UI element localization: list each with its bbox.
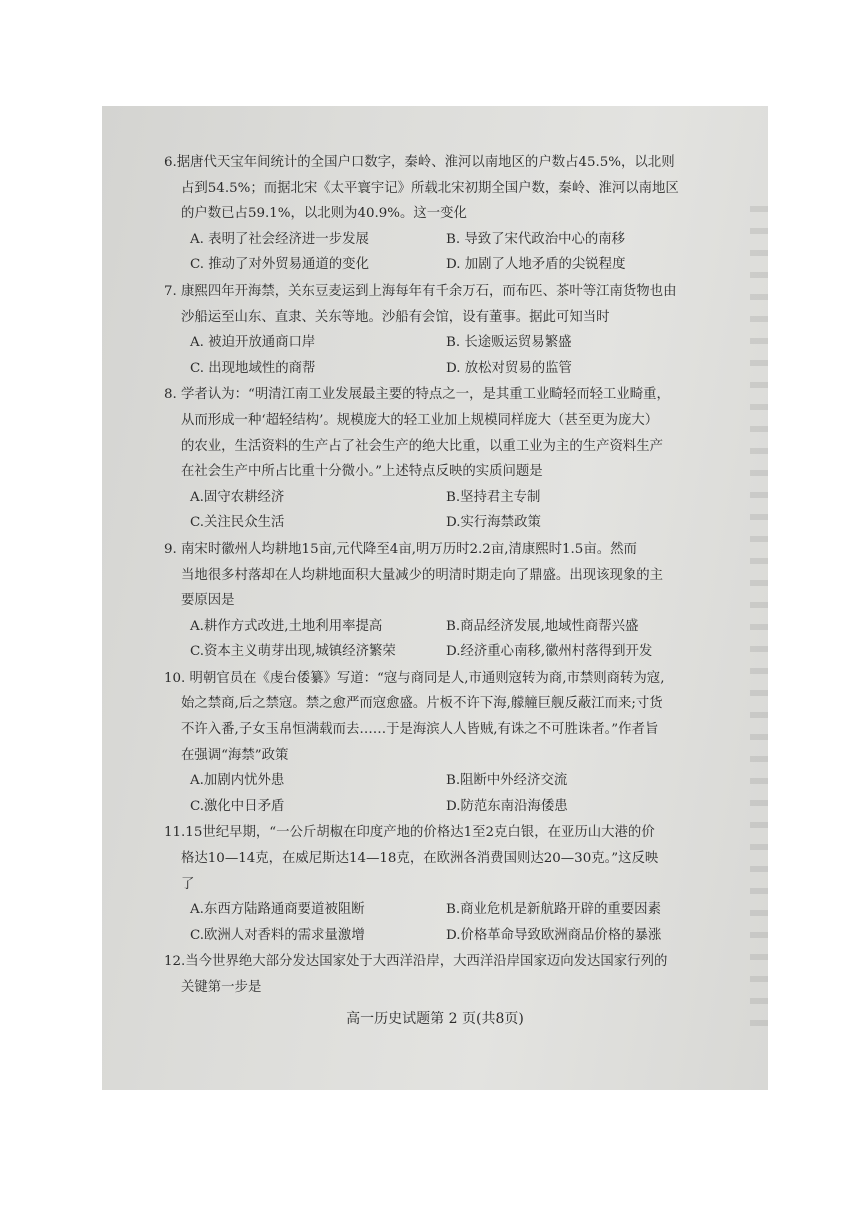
question-stem-line: 当地很多村落却在人均耕地面积大量减少的明清时期走向了鼎盛。出现该现象的主 xyxy=(181,567,664,583)
options xyxy=(164,614,736,665)
option-a: A.加剧内忧外患 xyxy=(190,773,285,789)
option-a: A. 被迫开放通商口岸 xyxy=(190,335,316,351)
option-b: B.坚持君主专制 xyxy=(446,489,541,505)
question-stem-line: 在社会生产中所占比重十分微小。”上述特点反映的实质问题是 xyxy=(181,464,543,480)
scanned-page-photo xyxy=(102,106,768,1090)
option-a: A.东西方陆路通商要道被阻断 xyxy=(190,902,365,918)
question-stem-line: 格达10—14克，在威尼斯达14—18克，在欧洲各消费国则达20—30克。”这反映 xyxy=(181,851,659,867)
option-d: D.价格革命导致欧洲商品价格的暴涨 xyxy=(446,927,662,943)
options xyxy=(164,897,736,948)
question-12 xyxy=(164,949,736,1000)
question-9 xyxy=(164,537,736,665)
option-b: B. 长途贩运贸易繁盛 xyxy=(446,335,572,351)
question-6 xyxy=(164,150,736,278)
options xyxy=(164,227,736,278)
question-stem-line: 不许入番,子女玉帛恒满载而去……于是海滨人人皆贼,有诛之不可胜诛者。”作者旨 xyxy=(181,722,659,738)
question-stem-line: 在强调“海禁”政策 xyxy=(181,747,289,763)
question-stem-line: 关键第一步是 xyxy=(181,980,262,995)
option-d: D.防范东南沿海倭患 xyxy=(446,798,568,814)
question-10 xyxy=(164,666,736,820)
question-7 xyxy=(164,279,736,381)
question-11 xyxy=(164,820,736,948)
question-stem-line: 了 xyxy=(181,876,195,892)
question-stem-line: 沙船运至山东、直隶、关东等地。沙船有会馆，设有董事。据此可知当时 xyxy=(181,309,610,325)
question-stem-line: 8. 学者认为：“明清江南工业发展最主要的特点之一，是其重工业畸轻而轻工业畸重， xyxy=(164,387,670,403)
options xyxy=(164,768,736,819)
question-stem-line: 9. 南宋时徽州人均耕地15亩,元代降至4亩,明万历时2.2亩,清康熙时1.5亩。然而 xyxy=(164,541,637,557)
options xyxy=(164,330,736,381)
option-c: C. 出现地域性的商帮 xyxy=(190,360,316,376)
page-footer: 高一历史试题第 2 页(共8页) xyxy=(346,1011,524,1027)
bleed-through-shadow xyxy=(750,206,768,1026)
option-a: A.固守农耕经济 xyxy=(190,489,285,505)
option-c: C. 推动了对外贸易通道的变化 xyxy=(190,257,369,273)
option-b: B.商品经济发展,地域性商帮兴盛 xyxy=(446,618,639,634)
question-stem-line: 11.15世纪早期，“一公斤胡椒在印度产地的价格达1至2克白银，在亚历山大港的价 xyxy=(164,825,655,841)
option-d: D.实行海禁政策 xyxy=(446,515,541,531)
option-d: D.经济重心南移,徽州村落得到开发 xyxy=(446,644,653,660)
option-a: A.耕作方式改进,土地利用率提高 xyxy=(190,618,383,634)
question-stem-line: 要原因是 xyxy=(181,593,235,609)
option-a: A. 表明了社会经济进一步发展 xyxy=(190,231,369,247)
option-c: C.欧洲人对香料的需求量激增 xyxy=(190,927,365,943)
option-c: C.资本主义萌芽出现,城镇经济繁荣 xyxy=(190,644,396,660)
option-b: B.商业危机是新航路开辟的重要因素 xyxy=(446,902,661,918)
option-d: D. 加剧了人地矛盾的尖锐程度 xyxy=(446,257,626,273)
question-8 xyxy=(164,382,736,536)
option-b: B. 导致了宋代政治中心的南移 xyxy=(446,231,626,247)
options xyxy=(164,485,736,536)
exam-content xyxy=(164,150,736,1002)
question-stem-line: 从而形成一种‘超轻结构’。规模庞大的轻工业加上规模同样庞大（甚至更为庞大） xyxy=(181,412,659,428)
question-stem-line: 占到54.5%；而据北宋《太平寰宇记》所载北宋初期全国户数，秦岭、淮河以南地区 xyxy=(181,180,679,196)
question-stem-line: 的农业，生活资料的生产占了社会生产的绝大比重，以重工业为主的生产资料生产 xyxy=(181,438,664,454)
question-stem-line: 10. 明朝官员在《虔台倭纂》写道：“寇与商同是人,市通则寇转为商,市禁则商转为寇, xyxy=(164,670,665,686)
question-stem-line: 7. 康熙四年开海禁，关东豆麦运到上海每年有千余万石，而布匹、茶叶等江南货物也由 xyxy=(164,283,677,299)
question-stem-line: 12.当今世界绝大部分发达国家处于大西洋沿岸，大西洋沿岸国家迈向发达国家行列的 xyxy=(164,954,668,970)
question-stem-line: 始之禁商,后之禁寇。禁之愈严而寇愈盛。片板不许下海,艨艟巨舰反蔽江而来;寸货 xyxy=(181,696,663,712)
option-b: B.阻断中外经济交流 xyxy=(446,773,568,789)
question-stem-line: 的户数已占59.1%，以北则为40.9%。这一变化 xyxy=(181,206,467,222)
option-c: C.关注民众生活 xyxy=(190,515,285,531)
option-c: C.激化中日矛盾 xyxy=(190,798,285,814)
question-stem-line: 6.据唐代天宝年间统计的全国户口数字，秦岭、淮河以南地区的户数占45.5%，以北则 xyxy=(164,155,675,170)
option-d: D. 放松对贸易的监管 xyxy=(446,360,572,376)
